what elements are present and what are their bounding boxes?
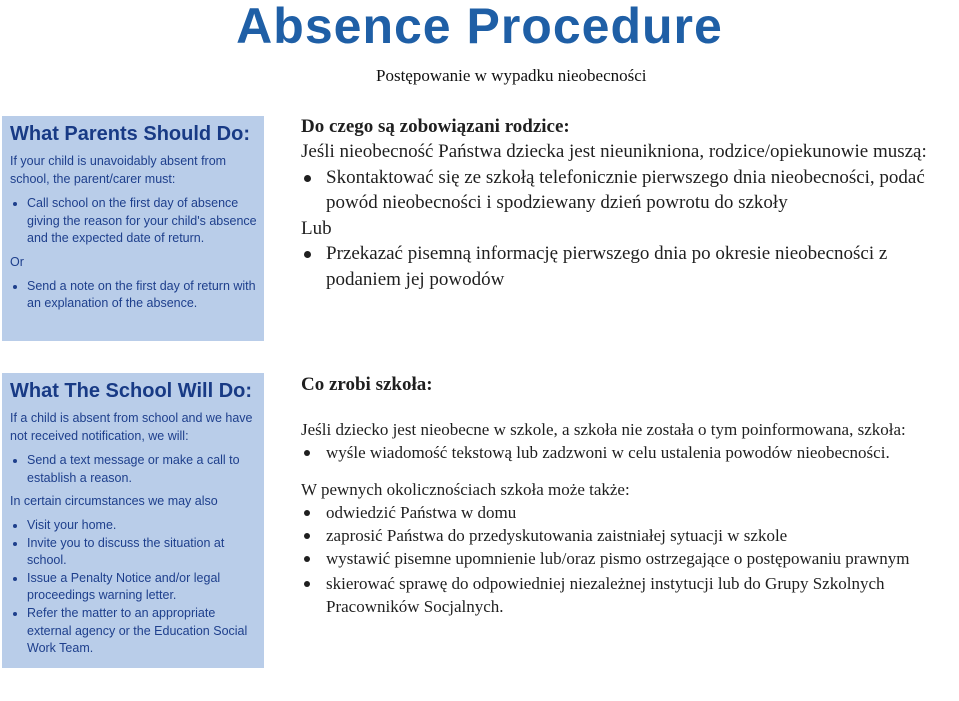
parents-panel-heading: What Parents Should Do: bbox=[10, 123, 250, 145]
school-panel-list-2 bbox=[10, 517, 258, 658]
list-item: Call school on the first day of absence giving the reason for your child's absence and the expected date of return. bbox=[10, 195, 258, 248]
list-item: Invite you to discuss the situation at school. bbox=[10, 535, 258, 570]
parents-panel-list bbox=[10, 195, 258, 248]
list-item: odwiedzić Państwa w domu bbox=[301, 501, 959, 524]
page-title: Absence Procedure bbox=[236, 0, 723, 54]
school-panel-list bbox=[10, 452, 258, 487]
school-section-heading: Co zrobi szkoła: bbox=[301, 374, 433, 395]
list-item: zaprosić Państwa do przedyskutowania zaistniałej sytuacji w szkole bbox=[301, 524, 959, 547]
list-item: Skontaktować się ze szkołą telefonicznie pierwszego dnia nieobecności, podać powód nieobecności i spodziewany dzień powrotu do szkoły bbox=[301, 165, 959, 216]
parents-section-list bbox=[301, 165, 959, 216]
list-item: Visit your home. bbox=[10, 517, 258, 535]
parents-section-or: Lub bbox=[301, 217, 332, 239]
list-item: Send a note on the first day of return with an explanation of the absence. bbox=[10, 278, 258, 313]
parents-section-intro: Jeśli nieobecność Państwa dziecka jest nieunikniona, rodzice/opiekunowie muszą: bbox=[301, 141, 927, 162]
parents-panel-list-2 bbox=[10, 278, 258, 313]
list-item: Issue a Penalty Notice and/or legal proceedings warning letter. bbox=[10, 570, 258, 605]
list-item: Przekazać pisemną informację pierwszego dnia po okresie nieobecności z podaniem jej powodów bbox=[301, 241, 959, 292]
school-panel-intro: If a child is absent from school and we have not received notification, we will: bbox=[10, 411, 253, 443]
parents-section bbox=[301, 114, 959, 292]
school-section-list bbox=[301, 441, 959, 464]
list-item: Send a text message or make a call to establish a reason. bbox=[10, 452, 258, 487]
list-item: wyśle wiadomość tekstową lub zadzwoni w celu ustalenia powodów nieobecności. bbox=[301, 441, 959, 464]
school-section-also: W pewnych okolicznościach szkoła może także: bbox=[301, 480, 630, 499]
list-item: Refer the matter to an appropriate external agency or the Education Social Work Team. bbox=[10, 605, 258, 658]
school-panel-circumstances: In certain circumstances we may also bbox=[10, 494, 218, 509]
parents-info-panel bbox=[2, 116, 264, 341]
school-panel-heading: What The School Will Do: bbox=[10, 380, 253, 402]
parents-section-heading: Do czego są zobowiązani rodzice: bbox=[301, 116, 570, 137]
parents-section-list-2 bbox=[301, 241, 959, 292]
list-item: skierować sprawę do odpowiedniej niezależnej instytucji lub do Grupy Szkolnych Pracowników Socjalnych. bbox=[301, 572, 959, 618]
school-section-list-2 bbox=[301, 501, 959, 618]
school-section bbox=[301, 372, 959, 618]
school-section-intro: Jeśli dziecko jest nieobecne w szkole, a szkoła nie została o tym poinformowana, szkoła: bbox=[301, 420, 906, 439]
page-subtitle: Postępowanie w wypadku nieobecności bbox=[376, 66, 647, 85]
school-info-panel bbox=[2, 373, 264, 668]
parents-panel-or: Or bbox=[10, 254, 24, 269]
parents-panel-intro: If your child is unavoidably absent from school, the parent/carer must: bbox=[10, 154, 227, 186]
list-item: wystawić pisemne upomnienie lub/oraz pismo ostrzegające o postępowaniu prawnym bbox=[301, 547, 959, 570]
